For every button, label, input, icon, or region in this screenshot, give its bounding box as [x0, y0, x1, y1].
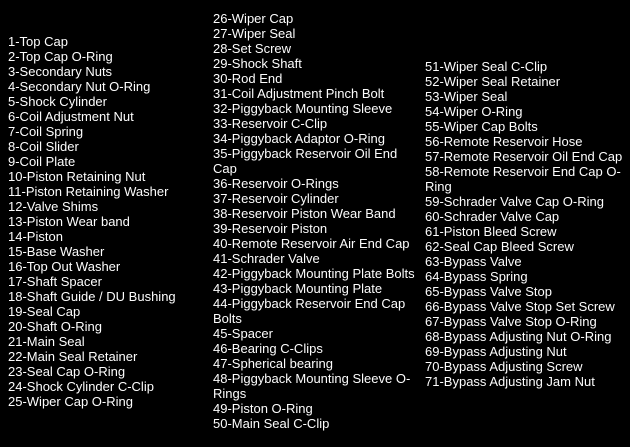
- part-item: 32-Piggyback Mounting Sleeve: [213, 101, 393, 116]
- part-item: 53-Wiper Seal: [425, 89, 508, 104]
- parts-column-1: [8, 34, 200, 409]
- part-item: 47-Spherical bearing: [213, 356, 333, 371]
- part-item: 23-Seal Cap O-Ring: [8, 364, 126, 379]
- part-item: 17-Shaft Spacer: [8, 274, 102, 289]
- part-item: 16-Top Out Washer: [8, 259, 121, 274]
- part-item: 34-Piggyback Adaptor O-Ring: [213, 131, 385, 146]
- part-item: 37-Reservoir Cylinder: [213, 191, 339, 206]
- part-item: 58-Remote Reservoir End Cap O-Ring: [425, 164, 621, 194]
- part-item: 56-Remote Reservoir Hose: [425, 134, 583, 149]
- part-item: 64-Bypass Spring: [425, 269, 528, 284]
- part-item: 45-Spacer: [213, 326, 273, 341]
- part-item: 51-Wiper Seal C-Clip: [425, 59, 548, 74]
- part-item: 52-Wiper Seal Retainer: [425, 74, 561, 89]
- part-item: 59-Schrader Valve Cap O-Ring: [425, 194, 604, 209]
- part-item: 43-Piggyback Mounting Plate: [213, 281, 383, 296]
- part-item: 22-Main Seal Retainer: [8, 349, 138, 364]
- part-item: 63-Bypass Valve: [425, 254, 522, 269]
- part-item: 11-Piston Retaining Washer: [8, 184, 169, 199]
- part-item: 12-Valve Shims: [8, 199, 99, 214]
- part-item: 44-Piggyback Reservoir End Cap Bolts: [213, 296, 406, 326]
- part-item: 25-Wiper Cap O-Ring: [8, 394, 133, 409]
- part-item: 33-Reservoir C-Clip: [213, 116, 328, 131]
- part-item: 57-Remote Reservoir Oil End Cap: [425, 149, 623, 164]
- part-item: 67-Bypass Valve Stop O-Ring: [425, 314, 597, 329]
- part-item: 69-Bypass Adjusting Nut: [425, 344, 567, 359]
- part-item: 66-Bypass Valve Stop Set Screw: [425, 299, 615, 314]
- part-item: 15-Base Washer: [8, 244, 105, 259]
- part-item: 26-Wiper Cap: [213, 11, 294, 26]
- part-item: 41-Schrader Valve: [213, 251, 320, 266]
- part-item: 70-Bypass Adjusting Screw: [425, 359, 583, 374]
- part-item: 42-Piggyback Mounting Plate Bolts: [213, 266, 415, 281]
- part-item: 6-Coil Adjustment Nut: [8, 109, 134, 124]
- part-item: 13-Piston Wear band: [8, 214, 130, 229]
- part-item: 9-Coil Plate: [8, 154, 76, 169]
- part-item: 50-Main Seal C-Clip: [213, 416, 330, 431]
- part-item: 62-Seal Cap Bleed Screw: [425, 239, 574, 254]
- part-item: 8-Coil Slider: [8, 139, 79, 154]
- part-item: 38-Reservoir Piston Wear Band: [213, 206, 396, 221]
- part-item: 19-Seal Cap: [8, 304, 81, 319]
- part-item: 2-Top Cap O-Ring: [8, 49, 113, 64]
- part-item: 21-Main Seal: [8, 334, 85, 349]
- part-item: 28-Set Screw: [213, 41, 292, 56]
- parts-column-2: [213, 11, 420, 431]
- part-item: 10-Piston Retaining Nut: [8, 169, 146, 184]
- part-item: 20-Shaft O-Ring: [8, 319, 102, 334]
- part-item: 49-Piston O-Ring: [213, 401, 313, 416]
- part-item: 48-Piggyback Mounting Sleeve O-Rings: [213, 371, 411, 401]
- part-item: 71-Bypass Adjusting Jam Nut: [425, 374, 595, 389]
- part-item: 40-Remote Reservoir Air End Cap: [213, 236, 410, 251]
- part-item: 61-Piston Bleed Screw: [425, 224, 557, 239]
- part-item: 35-Piggyback Reservoir Oil End Cap: [213, 146, 398, 176]
- part-item: 55-Wiper Cap Bolts: [425, 119, 538, 134]
- part-item: 60-Schrader Valve Cap: [425, 209, 560, 224]
- part-item: 3-Secondary Nuts: [8, 64, 113, 79]
- part-item: 36-Reservoir O-Rings: [213, 176, 339, 191]
- part-item: 65-Bypass Valve Stop: [425, 284, 552, 299]
- part-item: 30-Rod End: [213, 71, 283, 86]
- part-item: 46-Bearing C-Clips: [213, 341, 323, 356]
- part-item: 14-Piston: [8, 229, 63, 244]
- part-item: 7-Coil Spring: [8, 124, 84, 139]
- part-item: 39-Reservoir Piston: [213, 221, 328, 236]
- part-item: 54-Wiper O-Ring: [425, 104, 523, 119]
- part-item: 29-Shock Shaft: [213, 56, 302, 71]
- parts-column-3: [425, 59, 630, 389]
- part-item: 5-Shock Cylinder: [8, 94, 107, 109]
- part-item: 27-Wiper Seal: [213, 26, 296, 41]
- part-item: 18-Shaft Guide / DU Bushing: [8, 289, 176, 304]
- part-item: 4-Secondary Nut O-Ring: [8, 79, 151, 94]
- part-item: 24-Shock Cylinder C-Clip: [8, 379, 154, 394]
- part-item: 31-Coil Adjustment Pinch Bolt: [213, 86, 385, 101]
- part-item: 1-Top Cap: [8, 34, 68, 49]
- part-item: 68-Bypass Adjusting Nut O-Ring: [425, 329, 612, 344]
